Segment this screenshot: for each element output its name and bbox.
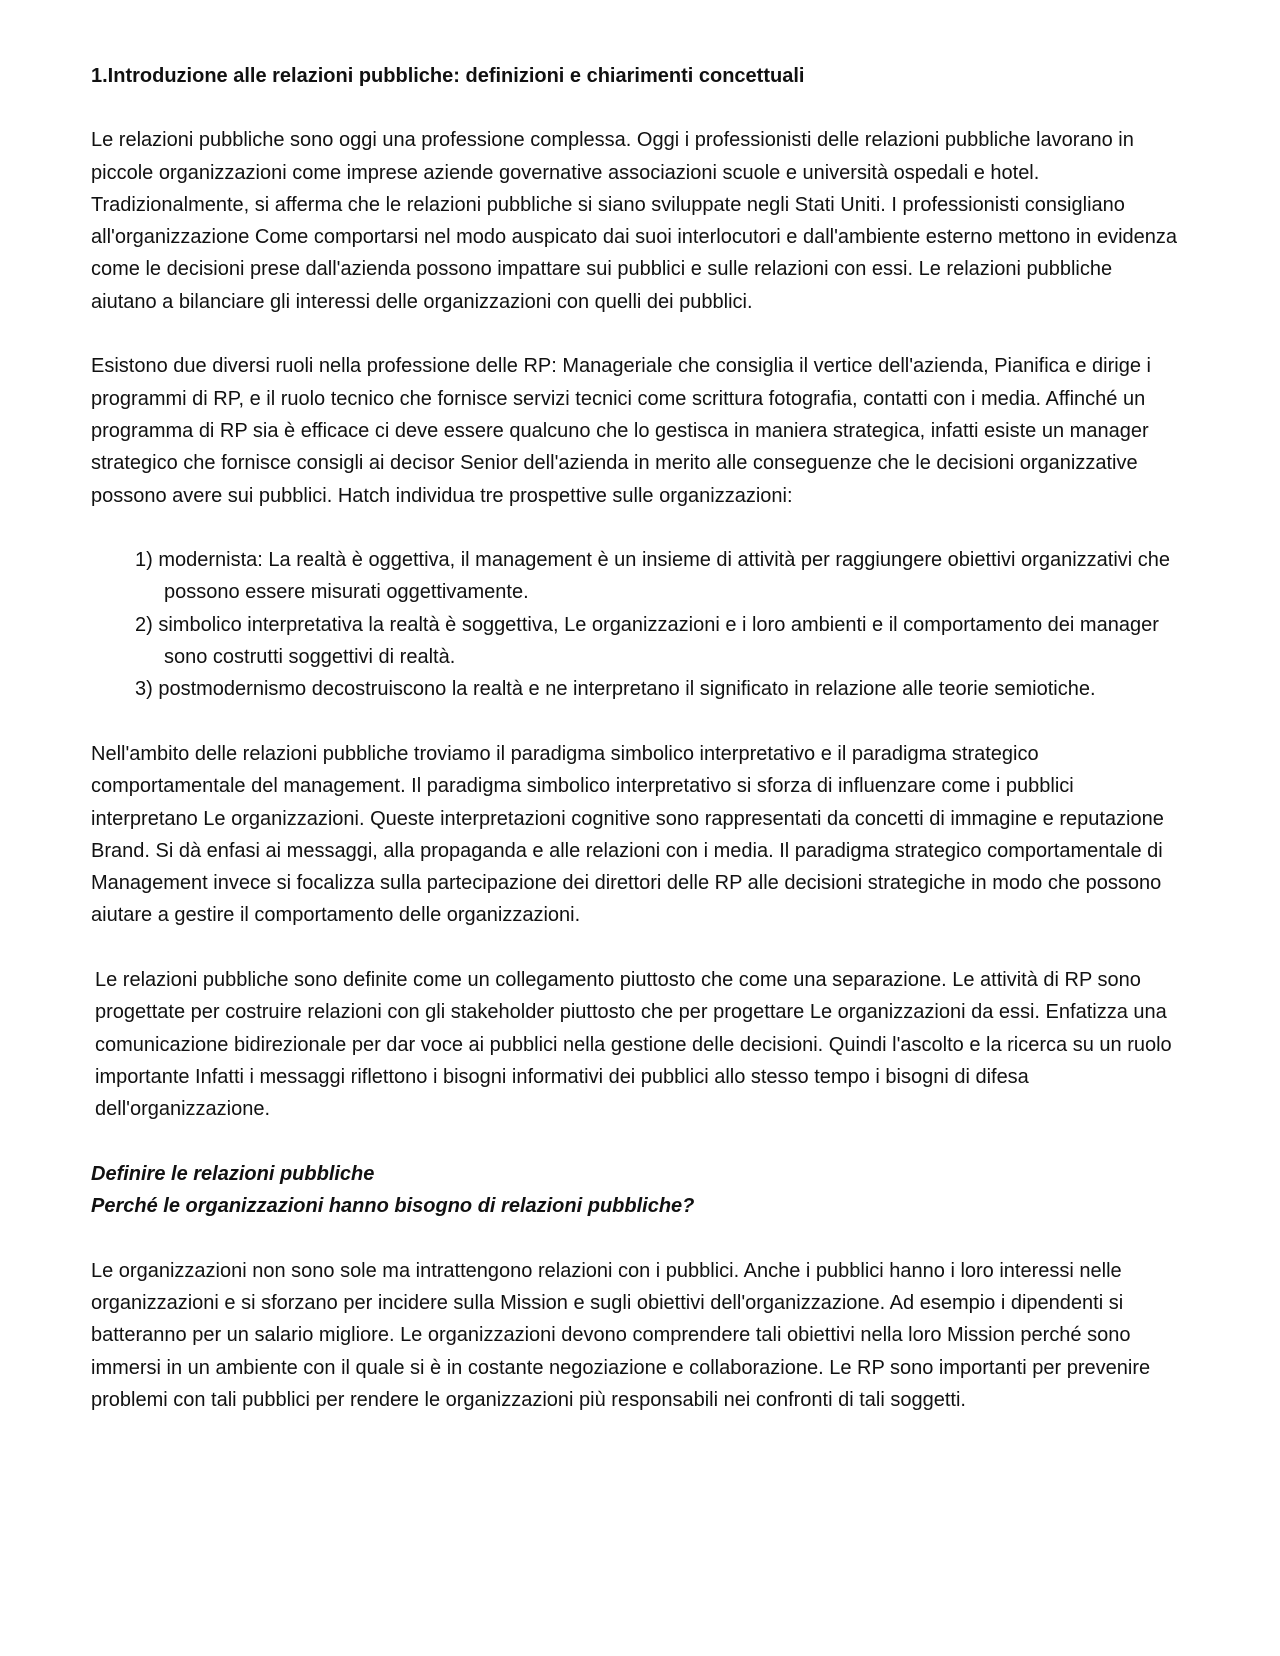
list-item: 2) simbolico interpretativa la realtà è soggettiva, Le organizzazioni e i loro ambienti e il comportamento dei manager sono costrutti soggettivi di realtà. bbox=[135, 613, 1159, 669]
list-item: 1) modernista: La realtà è oggettiva, il management è un insieme di attività per raggiungere obiettivi organizzativi che possono essere misurati oggettivamente. bbox=[135, 549, 1171, 604]
paragraph-need: Le organizzazioni non sono sole ma intrattengono relazioni con i pubblici. Anche i pubblici hanno i loro interessi nelle organizzazioni e si sforzano per incidere sulla Mission e sugli obiettivi dell'organizzazione. Ad esempio i dipendenti si batteranno per un salario migliore. Le organizzazioni devono comprendere tali obiettivi nella loro Mission perché sono immersi in un ambiente con il quale si è in costante negoziazione e collaborazione. Le RP sono importanti per prevenire problemi con tali pubblici per rendere le organizzazioni più responsabili nei confronti di tali soggetti. bbox=[91, 1259, 1151, 1411]
paragraph-roles: Esistono due diversi ruoli nella professione delle RP: Manageriale che consiglia il vertice dell'azienda, Pianifica e dirige i programmi di RP, e il ruolo tecnico che fornisce servizi tecnici come scrittura fotografia, contatti con i media. Affinché un programma di RP sia è efficace ci deve essere qualcuno che lo gestisca in maniera strategica, infatti esiste un manager strategico che fornisce consigli ai decisor Senior dell'azienda in merito alle conseguenze che le decisioni organizzative possono avere sui pubblici. Hatch individua tre prospettive sulle organizzazioni: bbox=[91, 355, 1151, 507]
perspectives-list bbox=[91, 544, 1181, 705]
document-body bbox=[91, 60, 1181, 1448]
subheading-why: Perché le organizzazioni hanno bisogno di relazioni pubbliche? bbox=[91, 1195, 695, 1218]
paragraph-definition: Le relazioni pubbliche sono definite come un collegamento piuttosto che come una separazione. Le attività di RP sono progettate per costruire relazioni con gli stakeholder piuttosto che per progettare Le organizzazioni da essi. Enfatizza una comunicazione bidirezionale per dar voce ai pubblici nella gestione delle decisioni. Quindi l'ascolto e la ricerca su un ruolo importante Infatti i messaggi riflettono i bisogni informativi dei pubblici allo stesso tempo i bisogni di difesa dell'organizzazione. bbox=[95, 969, 1172, 1121]
subheading-define: Definire le relazioni pubbliche bbox=[91, 1162, 375, 1185]
subheading-group bbox=[91, 1158, 1181, 1223]
document-title: 1.Introduzione alle relazioni pubbliche: definizioni e chiarimenti concettuali bbox=[91, 65, 805, 87]
paragraph-paradigms: Nell'ambito delle relazioni pubbliche troviamo il paradigma simbolico interpretativo e il paradigma strategico comportamentale del management. Il paradigma simbolico interpretativo si sforza di influenzare come i pubblici interpretano Le organizzazioni. Queste interpretazioni cognitive sono rappresentati da concetti di immagine e reputazione Brand. Si dà enfasi ai messaggi, alla propaganda e alle relazioni con i media. Il paradigma strategico comportamentale di Management invece si focalizza sulla partecipazione dei direttori delle RP alle decisioni strategiche in modo che possono aiutare a gestire il comportamento delle organizzazioni. bbox=[91, 742, 1164, 927]
list-item: 3) postmodernismo decostruiscono la realtà e ne interpretano il significato in relazione alle teorie semiotiche. bbox=[135, 678, 1096, 701]
paragraph-intro: Le relazioni pubbliche sono oggi una professione complessa. Oggi i professionisti delle relazioni pubbliche lavorano in piccole organizzazioni come imprese aziende governative associazioni scuole e università ospedali e hotel. Tradizionalmente, si afferma che le relazioni pubbliche si siano sviluppate negli Stati Uniti. I professionisti consigliano all'organizzazione Come comportarsi nel modo auspicato dai suoi interlocutori e dall'ambiente esterno mettono in evidenza come le decisioni prese dall'azienda possono impattare sui pubblici e sulle relazioni con essi. Le relazioni pubbliche aiutano a bilanciare gli interessi delle organizzazioni con quelli dei pubblici. bbox=[91, 129, 1178, 313]
